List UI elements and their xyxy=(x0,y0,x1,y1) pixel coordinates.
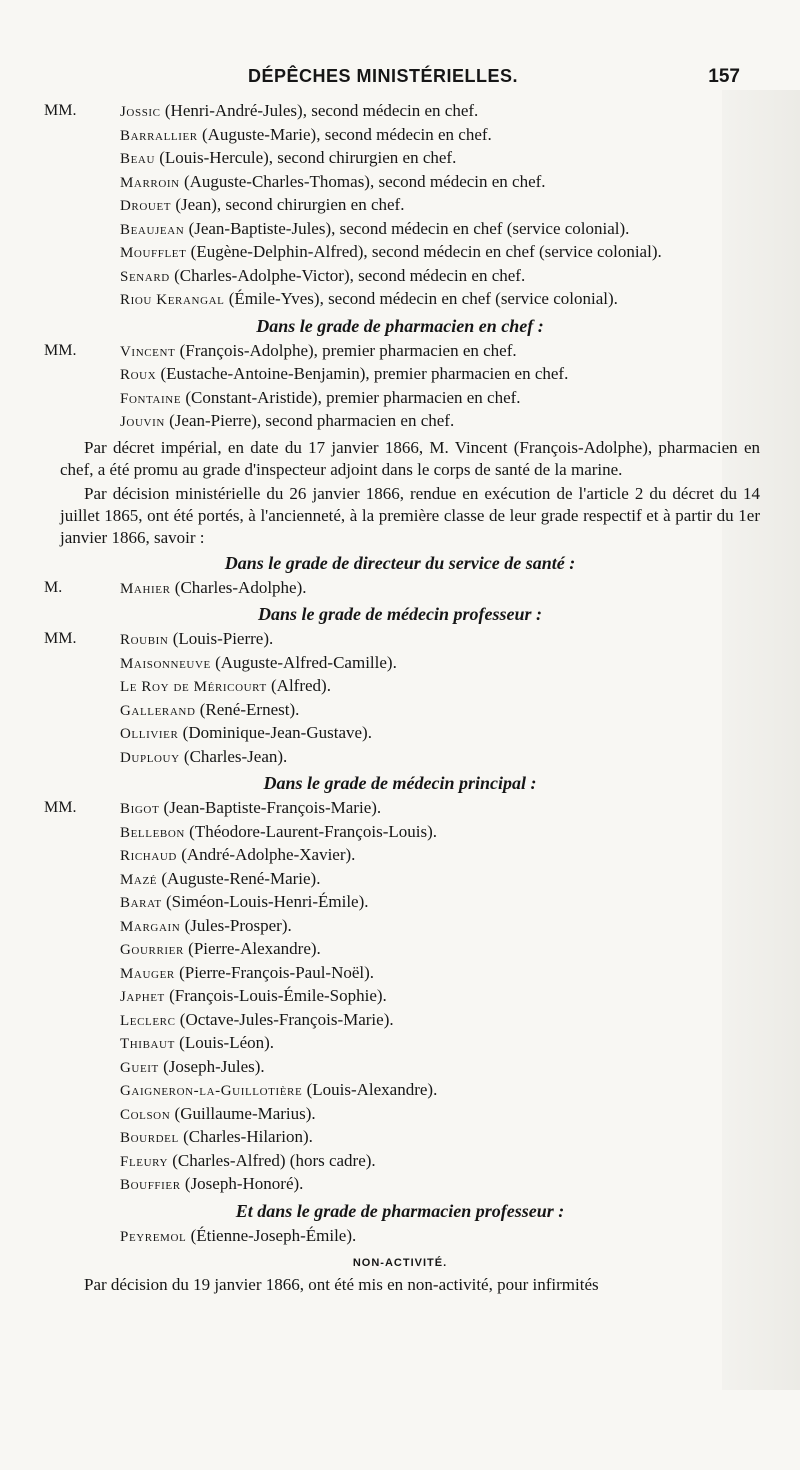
officer-entry xyxy=(40,915,760,939)
officer-entry xyxy=(40,1126,760,1150)
officer-group xyxy=(40,1200,760,1249)
officer-entry xyxy=(40,218,760,242)
officer-surname: Japhet xyxy=(120,989,165,1005)
running-title: DÉPÊCHES MINISTÉRIELLES. xyxy=(248,66,519,86)
officer-surname: Senard xyxy=(120,268,170,285)
officer-details: (Charles-Hilarion). xyxy=(178,1127,313,1146)
grade-heading: Dans le grade de médecin professeur : xyxy=(258,604,542,624)
paragraph-decision: Par décision ministérielle du 26 janvier 1866, rendue en exécution de l'article 2 du décret du 14 juillet 1865, ont été portés, à l'ancienneté, à la première classe de leur grade respectif et à partir du 1er janvier 1866, savoir : xyxy=(60,483,760,547)
officer-entry xyxy=(40,652,760,676)
officer-surname: Roubin xyxy=(120,632,169,648)
officer-surname: Fleury xyxy=(120,1153,168,1170)
officer-details: (Jean-Pierre), second pharmacien en chef. xyxy=(164,411,455,430)
officer-entry xyxy=(40,1173,760,1197)
officer-surname: Leclerc xyxy=(120,1012,176,1029)
officer-entry xyxy=(40,1103,760,1127)
officer-surname: Mazé xyxy=(120,871,158,888)
officer-entry xyxy=(40,1032,760,1056)
paragraph-nonactivite: Par décision du 19 janvier 1866, ont été mis en non-activité, pour infirmités xyxy=(84,1275,599,1294)
officer-group xyxy=(40,552,760,601)
honorific-prefix: MM. xyxy=(44,799,77,816)
officer-details: (Auguste-Alfred-Camille). xyxy=(210,652,397,672)
officer-surname: Marroin xyxy=(120,174,180,191)
officer-surname: Ollivier xyxy=(120,726,179,742)
officer-entry xyxy=(40,797,760,821)
officer-details: (Louis-Pierre). xyxy=(168,629,274,648)
officer-details: (Louis-Hercule), second chirurgien en chef. xyxy=(155,148,457,167)
officer-details: (Jean-Baptiste-François-Marie). xyxy=(159,798,382,817)
paragraph-decree: Par décret impérial, en date du 17 janvier 1866, M. Vincent (François-Adolphe), pharmacien en chef, a été promu au grade d'inspecteur adjoint dans le corps de santé de la marine. xyxy=(60,437,760,479)
officer-surname: Bourdel xyxy=(120,1130,179,1146)
officer-surname: Mauger xyxy=(120,965,175,982)
officer-details: (Étienne-Joseph-Émile). xyxy=(186,1225,357,1245)
officer-entry xyxy=(40,147,760,171)
officer-entry xyxy=(40,171,760,195)
officer-entry xyxy=(40,241,760,265)
officer-entry xyxy=(40,340,760,364)
officer-group xyxy=(40,772,760,1197)
officer-entry xyxy=(40,387,760,411)
officer-entry xyxy=(40,577,760,601)
officer-details: (Eustache-Antoine-Benjamin), premier pharmacien en chef. xyxy=(156,364,569,383)
officer-surname: Jouvin xyxy=(120,414,165,430)
officer-details: (Charles-Jean). xyxy=(179,746,288,766)
officer-entry xyxy=(40,1150,760,1174)
officer-group xyxy=(40,603,760,769)
officer-surname: Moufflet xyxy=(120,245,187,261)
officer-surname: Fontaine xyxy=(120,390,182,407)
officer-details: (Jean-Baptiste-Jules), second médecin en chef (service colonial). xyxy=(184,218,630,238)
officer-entry xyxy=(40,985,760,1009)
officer-details: (Siméon-Louis-Henri-Émile). xyxy=(161,892,369,911)
officer-surname: Maisonneuve xyxy=(120,655,211,672)
officer-details: (Jean), second chirurgien en chef. xyxy=(171,195,405,214)
grade-heading: Et dans le grade de pharmacien professeur : xyxy=(235,1200,565,1221)
officer-entry xyxy=(40,699,760,723)
officer-entry xyxy=(40,628,760,652)
officer-entry xyxy=(40,821,760,845)
officer-entry xyxy=(40,1056,760,1080)
officer-surname: Vincent xyxy=(120,343,176,360)
officer-entry xyxy=(40,938,760,962)
officer-details: (Jules-Prosper). xyxy=(180,915,292,935)
officer-surname: Gallerand xyxy=(120,702,196,719)
grade-heading: Dans le grade de médecin principal : xyxy=(263,773,537,793)
officer-entry xyxy=(40,1079,760,1103)
officer-details: (Émile-Yves), second médecin en chef (service colonial). xyxy=(224,289,618,308)
officer-surname: Duplouy xyxy=(120,749,180,766)
officer-details: (Dominique-Jean-Gustave). xyxy=(178,723,372,742)
officer-entry xyxy=(40,962,760,986)
grade-heading: Dans le grade de directeur du service de santé : xyxy=(224,552,576,573)
officer-group xyxy=(40,100,760,312)
officer-entry xyxy=(40,868,760,892)
officer-details: (Joseph-Honoré). xyxy=(180,1174,304,1193)
section-heading-nonactivite: NON-ACTIVITÉ. xyxy=(352,1257,448,1269)
officer-surname: Richaud xyxy=(120,848,177,864)
officer-details: (Pierre-François-Paul-Noël). xyxy=(174,962,375,982)
officer-details: (Charles-Alfred) (hors cadre). xyxy=(168,1150,376,1170)
officer-surname: Bouffier xyxy=(120,1177,181,1193)
officer-details: (Henri-André-Jules), second médecin en chef. xyxy=(160,101,479,120)
officer-details: (André-Adolphe-Xavier). xyxy=(176,845,356,864)
officer-surname: Drouet xyxy=(120,198,172,214)
officer-details: (René-Ernest). xyxy=(195,699,300,719)
officer-entry xyxy=(40,722,760,746)
officer-surname: Bigot xyxy=(120,801,160,817)
officer-details: (Constant-Aristide), premier pharmacien en chef. xyxy=(181,387,521,407)
officer-details: (Joseph-Jules). xyxy=(158,1056,265,1076)
officer-details: (Louis-Léon). xyxy=(174,1033,275,1052)
honorific-prefix: MM. xyxy=(44,341,77,359)
officer-surname: Gueit xyxy=(120,1059,159,1076)
officer-surname: Thibaut xyxy=(120,1036,175,1052)
officer-entry xyxy=(40,363,760,387)
officer-entry xyxy=(40,891,760,915)
officer-surname: Bellebon xyxy=(120,824,185,841)
officer-details: (Auguste-Marie), second médecin en chef. xyxy=(197,124,492,144)
officer-surname: Le Roy de Méricourt xyxy=(120,679,267,695)
grade-heading: Dans le grade de pharmacien en chef : xyxy=(256,315,544,336)
officer-details: (Guillaume-Marius). xyxy=(170,1103,316,1123)
officer-entry xyxy=(40,746,760,770)
officer-details: (Charles-Adolphe-Victor), second médecin en chef. xyxy=(169,265,526,285)
honorific-prefix: M. xyxy=(44,578,63,596)
officer-surname: Gaigneron-la-Guillotière xyxy=(120,1083,303,1099)
officer-entry xyxy=(40,124,760,148)
page-number: 157 xyxy=(708,66,740,87)
honorific-prefix: MM. xyxy=(44,102,77,119)
officer-group xyxy=(40,315,760,434)
officer-entry xyxy=(40,1009,760,1033)
officer-details: (Auguste-René-Marie). xyxy=(157,868,321,888)
officer-surname: Beau xyxy=(120,151,156,167)
page-header xyxy=(248,66,740,92)
officer-surname: Mahier xyxy=(120,580,171,597)
officer-entry xyxy=(40,100,760,124)
officer-entry xyxy=(40,265,760,289)
officer-entry xyxy=(40,1225,760,1249)
officer-details: (Eugène-Delphin-Alfred), second médecin en chef (service colonial). xyxy=(186,242,662,261)
honorific-prefix: MM. xyxy=(44,630,77,647)
officer-entry xyxy=(40,410,760,434)
officer-details: (Octave-Jules-François-Marie). xyxy=(175,1009,394,1029)
officer-entry xyxy=(40,675,760,699)
officer-surname: Barat xyxy=(120,895,162,911)
officer-surname: Peyremol xyxy=(120,1228,187,1245)
officer-surname: Colson xyxy=(120,1106,171,1123)
officer-surname: Riou Kerangal xyxy=(120,292,225,308)
officer-surname: Gourrier xyxy=(120,942,184,958)
officer-entry xyxy=(40,288,760,312)
officer-surname: Jossic xyxy=(120,104,161,120)
officer-details: (Théodore-Laurent-François-Louis). xyxy=(184,821,437,841)
group-list-first xyxy=(40,100,760,434)
officer-details: (Pierre-Alexandre). xyxy=(183,939,321,958)
officer-details: (François-Louis-Émile-Sophie). xyxy=(164,986,387,1005)
officer-surname: Roux xyxy=(120,367,157,383)
group-list-second xyxy=(40,552,760,1249)
officer-details: (Charles-Adolphe). xyxy=(170,577,307,597)
officer-entry xyxy=(40,844,760,868)
officer-details: (Auguste-Charles-Thomas), second médecin en chef. xyxy=(179,171,546,191)
officer-details: (Alfred). xyxy=(266,676,331,695)
officer-surname: Beaujean xyxy=(120,221,185,238)
officer-details: (François-Adolphe), premier pharmacien en chef. xyxy=(175,340,517,360)
page-body xyxy=(40,100,760,1296)
officer-surname: Barrallier xyxy=(120,127,198,144)
officer-surname: Margain xyxy=(120,918,181,935)
officer-details: (Louis-Alexandre). xyxy=(302,1080,438,1099)
officer-entry xyxy=(40,194,760,218)
